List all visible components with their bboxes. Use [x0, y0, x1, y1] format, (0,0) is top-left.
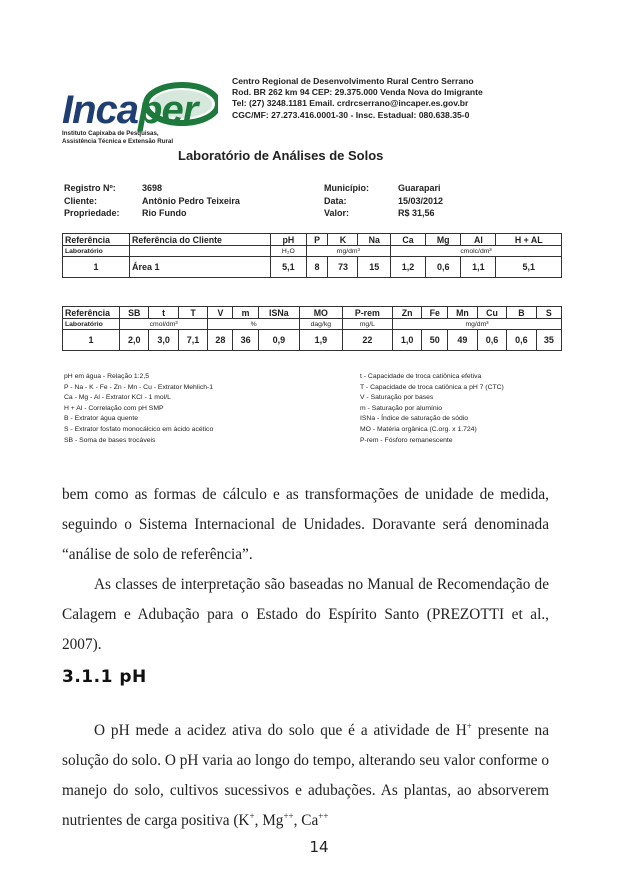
paragraph: As classes de interpretação são baseadas no Manual de Recomendação de Calagem e Adubação para o Estado do Espírito Santo (PREZOTTI et al., 2007).: [62, 576, 549, 653]
col-header: Fe: [422, 307, 448, 319]
value-cell: 3,0: [149, 330, 178, 351]
paragraph-text: , Ca: [293, 812, 319, 829]
col-header: MO: [299, 307, 342, 319]
meta-row: [324, 195, 443, 208]
superscript: ++: [318, 810, 329, 821]
col-header: t: [149, 307, 178, 319]
page-number: 14: [309, 838, 329, 856]
table-row: [63, 330, 562, 351]
logo-wordmark: [62, 88, 197, 133]
center-line: Tel: (27) 3248.1181 Email. crdrcserrano@incaper.es.gov.br: [232, 98, 469, 109]
results-table-2: [62, 306, 562, 351]
value-cell: 5,1: [496, 257, 562, 278]
superscript: ++: [283, 810, 294, 821]
incaper-logo: [62, 76, 224, 154]
superscript: +: [466, 720, 472, 731]
legend-right: [360, 372, 504, 446]
col-header: m: [233, 307, 258, 319]
legend-left: [64, 372, 213, 446]
table-row: [63, 257, 562, 278]
meta-value: R$ 31,56: [398, 208, 435, 219]
value-cell: 1,9: [299, 330, 342, 351]
table-header-row: [63, 234, 562, 246]
value-cell: 1,2: [390, 257, 425, 278]
meta-key: Município:: [324, 183, 369, 193]
value-cell: 22: [342, 330, 392, 351]
col-header: P: [306, 234, 328, 246]
value-cell: 36: [233, 330, 258, 351]
meta-key: Valor:: [324, 208, 350, 219]
meta-row: [324, 182, 443, 195]
meta-key: Data:: [324, 195, 347, 206]
legend-item: pH em água - Relação 1:2,5: [64, 373, 150, 380]
lab-id: 1: [63, 257, 130, 278]
meta-row: [64, 207, 240, 220]
section-heading: 3.1.1 pH: [62, 667, 147, 687]
legend-item: ISNa - Índice de saturação de sódio: [360, 415, 469, 423]
col-header: Mn: [448, 307, 478, 319]
legend-item: P - Na - K - Fe - Zn - Mn - Cu - Extrator Mehlich-1: [64, 383, 214, 391]
table-header-row: [63, 307, 562, 319]
col-header: Na: [358, 234, 391, 246]
paragraph: bem como as formas de cálculo e as transformações de unidade de medida, seguindo o Sistema Internacional de Unidades. Doravante será denominada “análise de solo de referência”.: [62, 486, 549, 563]
value-cell: 2,0: [120, 330, 149, 351]
unit-cell: mg/L: [342, 319, 392, 330]
unit-cell: cmolc/dm³: [390, 246, 561, 257]
meta-left: [64, 182, 240, 220]
col-header: B: [507, 307, 536, 319]
meta-value: 3698: [142, 183, 163, 193]
meta-row: [64, 182, 240, 195]
legend-item: T - Capacidade de troca catiônica a pH 7 (CTC): [360, 383, 504, 391]
value-cell: 35: [536, 330, 561, 351]
ref-header: Referência: [63, 234, 130, 246]
meta-value: Rio Fundo: [142, 208, 187, 219]
paragraph: [62, 716, 549, 836]
lab-header: Laboratório: [63, 246, 130, 257]
col-header: Al: [461, 234, 496, 246]
meta-key: Registro Nº:: [64, 183, 116, 193]
superscript: +: [249, 810, 255, 821]
value-cell: 0,6: [477, 330, 506, 351]
institute-name: Instituto Capixaba de Pesquisas, Assistência Técnica e Extensão Rural: [62, 130, 174, 145]
meta-key: Propriedade:: [64, 208, 120, 219]
legend-item: S - Extrator fosfato monocálcico em ácido acético: [64, 425, 214, 433]
meta-row: [64, 195, 240, 208]
unit-cell: mg/dm³: [306, 246, 390, 257]
lab-title: Laboratório de Análises de Solos: [178, 148, 384, 163]
legend-item: B - Extrator água quente: [64, 415, 139, 423]
col-header: pH: [271, 234, 307, 246]
center-line: CGC/MF: 27.273.416.0001-30 - Insc. Estadual: 080.638.35-0: [232, 109, 470, 120]
ref-header: Referência: [63, 307, 120, 319]
value-cell: 73: [328, 257, 358, 278]
value-cell: 5,1: [271, 257, 307, 278]
col-header: Mg: [426, 234, 461, 246]
col-header: S: [536, 307, 561, 319]
legend-item: Ca - Mg - Al - Extrator KCl - 1 mol/L: [64, 394, 171, 402]
value-cell: 15: [358, 257, 391, 278]
legend-item: MO - Matéria orgânica (C.org. x 1.724): [360, 425, 477, 433]
col-header: Zn: [392, 307, 421, 319]
meta-value: 15/03/2012: [398, 195, 444, 206]
col-header: H + AL: [496, 234, 562, 246]
legend-item: SB - Soma de bases trocáveis: [64, 436, 156, 444]
logo-word-a: Inca: [62, 88, 139, 132]
unit-cell: %: [208, 319, 300, 330]
value-cell: 1,1: [461, 257, 496, 278]
legend-item: m - Saturação por alumínio: [360, 404, 442, 412]
client-ref: Área 1: [130, 257, 271, 278]
value-cell: 50: [422, 330, 448, 351]
value-cell: 0,6: [507, 330, 536, 351]
table-units-row: [63, 246, 562, 257]
meta-value: Guarapari: [398, 183, 441, 193]
value-cell: 8: [306, 257, 328, 278]
col-header: ISNa: [258, 307, 299, 319]
client-ref-header: Referência do Cliente: [130, 234, 271, 246]
unit-cell: mg/dm³: [392, 319, 561, 330]
center-info: [232, 76, 552, 121]
col-header: K: [328, 234, 358, 246]
meta-row: [324, 207, 443, 220]
value-cell: 28: [208, 330, 233, 351]
value-cell: 0,6: [426, 257, 461, 278]
col-header: P-rem: [342, 307, 392, 319]
unit-cell: H₂O: [271, 246, 307, 257]
col-header: V: [208, 307, 233, 319]
unit-cell: dag/kg: [299, 319, 342, 330]
col-header: SB: [120, 307, 149, 319]
meta-right: [324, 182, 443, 220]
legend-item: t - Capacidade de troca catiônica efetiva: [360, 373, 482, 380]
soil-analysis-report: [62, 72, 562, 480]
logo-word-b: per: [138, 88, 198, 132]
meta-value: Antônio Pedro Teixeira: [142, 195, 240, 206]
unit-cell: [130, 246, 271, 257]
value-cell: 7,1: [178, 330, 207, 351]
center-line: Rod. BR 262 km 94 CEP: 29.375.000 Venda Nova do Imigrante: [232, 87, 483, 98]
value-cell: 49: [448, 330, 478, 351]
lab-header: Laboratório: [63, 319, 120, 330]
paragraph-text: presente na solução do solo. O pH varia ao longo do tempo, alterando seu valor conforme o manejo do solo, cultivos sucessivos e adubações. As plantas, ao absorverem nutrientes de carga positiva (K: [62, 722, 549, 829]
table-units-row: [63, 319, 562, 330]
value-cell: 0,9: [258, 330, 299, 351]
legend-item: P-rem - Fósforo remanescente: [360, 436, 453, 444]
unit-cell: cmol/dm³: [120, 319, 208, 330]
center-line: Centro Regional de Desenvolvimento Rural Centro Serrano: [232, 76, 474, 86]
meta-key: Cliente:: [64, 195, 98, 206]
paragraph-text: , Mg: [254, 812, 284, 829]
legend-item: H + Al - Correlação com pH SMP: [64, 404, 164, 412]
results-table-1: [62, 233, 562, 278]
col-header: Ca: [390, 234, 425, 246]
legend-item: V - Saturação por bases: [360, 394, 434, 402]
lab-id: 1: [63, 330, 120, 351]
col-header: T: [178, 307, 207, 319]
col-header: Cu: [477, 307, 506, 319]
paragraph-text: O pH mede a acidez ativa do solo que é a atividade de H: [94, 722, 467, 739]
value-cell: 1,0: [392, 330, 421, 351]
